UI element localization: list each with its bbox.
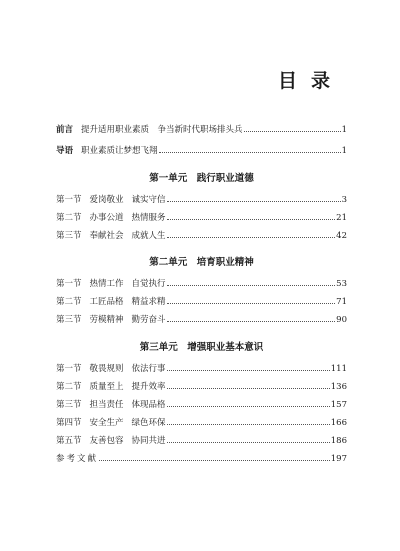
section-title-b: 提升效率 [131,382,166,392]
section-title-b: 绿色环保 [131,418,166,428]
entry-tag: 前言 [56,125,74,135]
page-number: 90 [336,315,347,325]
entry-text: 职业素质让梦想飞翔 [81,146,158,156]
unit-title: 第三单元 增强职业基本意识 [139,342,264,353]
section-number: 第一节 [56,195,82,205]
toc-entry[interactable] [56,314,347,326]
section-title-a: 担当责任 [89,400,124,410]
page-number: 197 [330,454,347,464]
section-number: 第五节 [56,436,82,446]
page-number: 111 [330,364,347,374]
section-title-b: 依法行事 [131,364,166,374]
dot-leader [167,363,330,371]
section-title-a: 工匠品格 [89,297,124,307]
dot-leader [167,230,336,238]
section-title-a: 奉献社会 [89,231,124,241]
front-matter [56,124,347,157]
dot-leader [167,314,336,322]
dot-leader [167,381,330,389]
page-number: 186 [330,436,347,446]
section-title-a: 友善包容 [89,436,124,446]
section-title-a: 办事公道 [89,213,124,223]
section-number: 第二节 [56,213,82,223]
section-number: 第一节 [56,279,82,289]
section-title-b: 成就人生 [131,231,166,241]
section-title-a: 热情工作 [89,279,124,289]
unit-title: 第一单元 践行职业道德 [149,173,254,184]
dot-leader [167,278,336,286]
toc-entry[interactable] [56,296,347,308]
toc-entry[interactable] [56,435,347,447]
section-number: 第三节 [56,400,82,410]
section-title-b: 诚实守信 [131,195,166,205]
toc-entry[interactable] [56,194,347,206]
page-number: 71 [336,297,347,307]
section-number: 第四节 [56,418,82,428]
toc-entry[interactable] [56,381,347,393]
toc-entry-intro[interactable] [56,145,347,157]
section-title-a: 质量至上 [89,382,124,392]
section-number: 第三节 [56,231,82,241]
unit-title: 第二单元 培育职业精神 [149,257,254,268]
section-number: 第二节 [56,382,82,392]
toc-entry[interactable] [56,417,347,429]
entry-tag: 导语 [56,146,74,156]
section-number: 第二节 [56,297,82,307]
section-title-b: 协同共进 [131,436,166,446]
section-title-b: 精益求精 [131,297,166,307]
toc-entry[interactable] [56,212,347,224]
toc-entry[interactable] [56,399,347,411]
page-number: 136 [330,382,347,392]
page-number: 53 [336,279,347,289]
toc-entry-preface[interactable] [56,124,347,136]
section-title-a: 安全生产 [89,418,124,428]
page-number: 21 [336,213,347,223]
dot-leader [167,296,336,304]
section-title-b: 勤劳奋斗 [131,315,166,325]
dot-leader [159,145,341,153]
toc-entry[interactable] [56,363,347,375]
page-title: 目录 [277,70,344,92]
dot-leader [244,124,341,132]
dot-leader [167,435,330,443]
toc-entry[interactable] [56,278,347,290]
dot-leader [167,399,330,407]
section-number: 第三节 [56,315,82,325]
dot-leader [167,194,341,202]
reference-label: 参考文献 [56,454,99,464]
toc-entry[interactable] [56,230,347,242]
section-title-b: 自觉执行 [131,279,166,289]
page-number: 1 [341,125,347,135]
page-number: 166 [330,418,347,428]
page-number: 1 [341,146,347,156]
section-number: 第一节 [56,364,82,374]
dot-leader [167,212,336,220]
page-number: 3 [341,195,347,205]
toc-entry-reference[interactable] [56,453,347,465]
dot-leader [167,417,330,425]
page-number: 157 [330,400,347,410]
section-title-a: 劳模精神 [89,315,124,325]
dot-leader [99,453,330,461]
page-number: 42 [336,231,347,241]
section-title-b: 热情服务 [131,213,166,223]
section-title-b: 体现品格 [131,400,166,410]
section-title-a: 敬畏规则 [89,364,124,374]
section-title-a: 爱岗敬业 [89,195,124,205]
entry-text: 提升适用职业素质 争当新时代职场排头兵 [81,125,243,135]
